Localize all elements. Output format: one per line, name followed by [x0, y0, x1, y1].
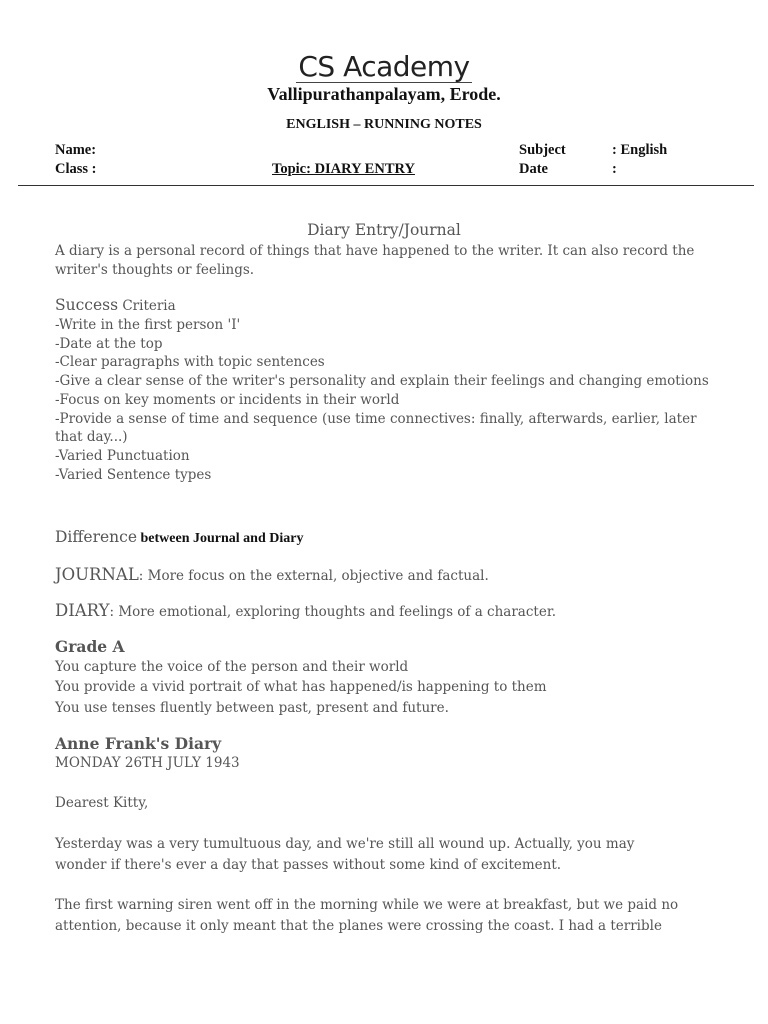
topic-label: Topic: DIARY ENTRY — [272, 161, 415, 177]
journal-term: JOURNAL — [55, 565, 139, 584]
paragraph-line: attention, because it only meant that the planes were crossing the coast. I had a terrible — [55, 917, 662, 934]
academy-logo — [0, 50, 768, 83]
list-item: -Write in the first person 'I' — [55, 317, 241, 333]
list-item: -Date at the top — [55, 335, 163, 352]
success-heading — [55, 296, 176, 314]
list-item: that day...) — [55, 429, 128, 446]
difference-heading-a: Difference — [55, 528, 137, 546]
anne-frank-date: MONDAY 26TH JULY 1943 — [55, 755, 240, 771]
success-heading-a: Success — [55, 296, 119, 314]
list-item: -Clear paragraphs with topic sentences — [55, 354, 325, 371]
paragraph-line: wonder if there's ever a day that passes without some kind of excitement. — [55, 856, 562, 873]
grade-list — [55, 657, 547, 718]
success-heading-b: Criteria — [118, 298, 176, 314]
journal-definition — [55, 565, 489, 584]
anne-paragraph-2 — [55, 895, 678, 936]
list-item: You capture the voice of the person and their world — [55, 659, 409, 675]
date-label: Date — [519, 161, 548, 177]
success-criteria-list — [55, 316, 709, 484]
notes-title: ENGLISH – RUNNING NOTES — [286, 117, 482, 132]
intro-line: A diary is a personal record of things that have happened to the writer. It can also record the — [55, 243, 695, 259]
paragraph-line: The first warning siren went off in the morning while we were at breakfast, but we paid no — [55, 897, 679, 913]
anne-frank-heading: Anne Frank's Diary — [55, 734, 222, 753]
academy-place: Vallipurathanpalayam, Erode. — [267, 84, 501, 104]
paragraph-line: Yesterday was a very tumultuous day, and we're still all wound up. Actually, you may — [55, 836, 635, 852]
list-item: -Give a clear sense of the writer's personality and explain their feelings and changing emotions — [55, 373, 709, 390]
list-item: -Varied Sentence types — [55, 466, 212, 483]
list-item: -Provide a sense of time and sequence (use time connectives: finally, afterwards, earlier, later — [55, 410, 697, 427]
logo-text: CS Academy — [298, 50, 470, 83]
header-divider — [18, 185, 754, 186]
list-item: You provide a vivid portrait of what has happened/is happening to them — [55, 679, 547, 696]
name-label: Name: — [55, 142, 97, 158]
list-item: You use tenses fluently between past, present and future. — [55, 699, 449, 716]
page-title: Diary Entry/Journal — [307, 221, 461, 239]
intro-line: writer's thoughts or feelings. — [55, 261, 255, 278]
date-value: : — [612, 161, 617, 177]
subject-value: : English — [612, 142, 668, 158]
difference-heading — [55, 528, 303, 547]
list-item: -Varied Punctuation — [55, 447, 190, 464]
subject-label: Subject — [519, 142, 566, 158]
anne-paragraph-1 — [55, 834, 634, 875]
journal-text: : More focus on the external, objective and factual. — [138, 568, 489, 584]
list-item: -Focus on key moments or incidents in their world — [55, 391, 400, 408]
difference-heading-b: between Journal and Diary — [137, 531, 304, 546]
intro-paragraph — [55, 242, 694, 279]
diary-term: DIARY — [55, 601, 110, 620]
class-label: Class : — [55, 161, 97, 177]
diary-definition — [55, 601, 556, 620]
anne-frank-salutation: Dearest Kitty, — [55, 795, 149, 811]
diary-text: : More emotional, exploring thoughts and feelings of a character. — [109, 604, 557, 620]
grade-heading: Grade A — [55, 637, 125, 656]
